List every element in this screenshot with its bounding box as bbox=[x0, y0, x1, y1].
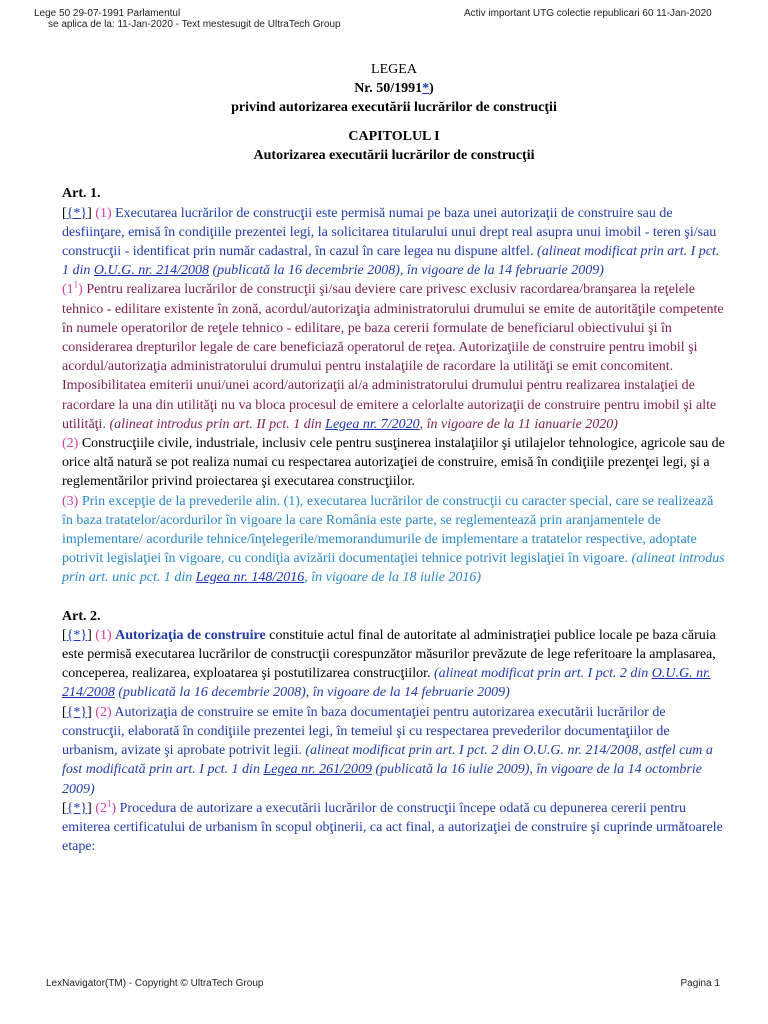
article-1 bbox=[62, 184, 726, 587]
header-collection: Activ important UTG colectie republicari 60 11-Jan-2020 bbox=[464, 8, 712, 19]
art1-paragraph-2: (2) Construcţiile civile, industriale, inclusiv cele pentru susţinerea instalaţiilor şi utilajelor tehnologice, agricole sau de orice altă natură se pot realiza numai cu respectarea autorizaţiei de construire, emisă în condiţiile prezenţei legi, şi a reglementărilor privind proiectarea şi executarea construcţiilor. bbox=[62, 436, 725, 490]
art2-paragraph-2-1: [{*}] $(2^1)$ Procedura de autorizare a executării lucrărilor de construcţii începe odată cu depunerea cererii pentru emiterea certificatului de urbanism în scopul obţinerii, ca act final, a autorizaţiei de construire şi cuprinde următoarele etape: bbox=[62, 798, 723, 855]
header-applicability: se aplica de la: 11-Jan-2020 - Text mestesugit de UltraTech Group bbox=[48, 19, 341, 30]
art2-p21-history-link[interactable]: {*} bbox=[66, 800, 88, 816]
law-number: Nr. 50/1991*) bbox=[354, 81, 434, 96]
law-subject: privind autorizarea executării lucrărilor de construcţii bbox=[231, 100, 557, 115]
footer-copyright: LexNavigator(TM) - Copyright © UltraTech Group bbox=[46, 978, 264, 989]
law-number-footnote-link[interactable]: * bbox=[422, 81, 430, 96]
header-law-ref: Lege 50 29-07-1991 Parlamentul bbox=[34, 8, 181, 19]
page-header-left bbox=[34, 8, 341, 30]
chapter-heading bbox=[62, 127, 726, 165]
article-2 bbox=[62, 607, 726, 857]
art1-p1-history-link[interactable]: {*} bbox=[66, 205, 88, 221]
art2-p1-amendment-link[interactable]: O.U.G. nr. 214/2008 bbox=[62, 666, 711, 701]
footer-page-number: Pagina 1 bbox=[680, 978, 720, 989]
article-1-title: Art. 1. bbox=[62, 186, 101, 202]
art1-p11-amendment-link[interactable]: Legea nr. 7/2020 bbox=[325, 416, 420, 432]
art2-p1-history-link[interactable]: {*} bbox=[66, 627, 88, 643]
art2-paragraph-1: [{*}] (1) Autorizaţia de construire constituie actul final de autoritate al administraţiei publice locale pe baza căruia este permisă executarea lucrărilor de construcţii corespunzător măsurilor prevăzute de lege referitoare la amplasarea, conceperea, realizarea, exploatarea şi postutilizarea construcţiilor. (alineat modificat prin art. I pct. 2 din O.U.G. nr. 214/2008 (publicată la 16 decembrie 2008), în vigoare de la 14 februarie 2009) bbox=[62, 627, 716, 701]
art1-p1-amendment-link[interactable]: O.U.G. nr. 214/2008 bbox=[93, 263, 210, 279]
chapter-number: CAPITOLUL I bbox=[348, 129, 440, 144]
chapter-title: Autorizarea executării lucrărilor de construcţii bbox=[253, 148, 535, 164]
art2-paragraph-2: [{*}] (2) Autorizaţia de construire se emite în baza documentaţiei pentru autorizarea executării lucrărilor de construcţii, elaborată în condiţiile prezentei legi, în temeiul şi cu respectarea prevederilor documentaţiilor de urbanism, avizate şi aprobate potrivit legii. (alineat modificat prin art. I pct. 2 din O.U.G. nr. 214/2008, astfel cum a fost modificată prin art. I pct. 1 din Legea nr. 261/2009 (publicată la 16 iulie 2009), în vigoare de la 14 octombrie 2009) bbox=[62, 704, 713, 797]
art1-paragraph-1: [{*}] (1) Executarea lucrărilor de construcţii este permisă numai pe baza unei autorizaţii de construire sau de desfiinţare, emisă în condiţiile prezentei legi, la solicitarea titularului unui drept real asupra unui imobil - teren şi/sau construcţii - identificat prin număr cadastral, în cazul în care legea nu dispune altfel. (alineat modificat prin art. I pct. 1 din O.U.G. nr. 214/2008 (publicată la 16 decembrie 2008), în vigoare de la 14 februarie 2009) bbox=[62, 205, 720, 279]
law-label: LEGEA bbox=[371, 62, 417, 77]
art1-paragraph-1-1: $(1^1)$ Pentru realizarea lucrărilor de construcţii şi/sau deviere care privesc exclusiv racordarea/branşarea la reţelele tehnico - edilitare existente în zonă, acordul/autorizaţia administratorului drumului se emite de autorităţile competente în numele operatorilor de reţele tehnico - edilitare, pe baza cererii formulate de beneficiarul obiectivului şi în considerarea drepturilor legale de care beneficiază operatorul de reţea. Autorizaţiile de construire pentru imobil şi acordul/autorizaţia administratorului drumului pentru instalaţiile de racordare la utilităţi se emit concomitent. Imposibilitatea emiterii unui/unei acord/autorizaţii al/a administratorului drumului pentru realizarea instalaţiei de racordare la una din utilităţi nu va bloca procesul de emitere a celorlalte autorizaţii de construire pentru imobil şi alte utilităţi. (alineat introdus prin art. II pct. 1 din Legea nr. 7/2020, în vigoare de la 11 ianuarie 2020) bbox=[62, 279, 724, 432]
art1-paragraph-3: (3) Prin excepţie de la prevederile alin. (1), executarea lucrărilor de construcţii cu caracter special, care se realizează în baza tratatelor/acordurilor în vigoare la care România este parte, se reglementează prin aranjamentele de implementare/ acordurile tehnice/înţelegerile/memorandumurile de implementare a tratatelor respective, adoptate potrivit legislaţiei în vigoare, cu condiţia avizării documentaţiei tehnice potrivit legislaţiei în vigoare. (alineat introdus prin art. unic pct. 1 din Legea nr. 148/2016, în vigoare de la 18 iulie 2016) bbox=[62, 493, 725, 586]
article-2-title: Art. 2. bbox=[62, 608, 101, 624]
document-body bbox=[62, 60, 726, 856]
art2-p2-history-link[interactable]: {*} bbox=[66, 704, 88, 720]
art2-p2-amendment-link[interactable]: Legea nr. 261/2009 bbox=[263, 762, 372, 778]
art1-p3-amendment-link[interactable]: Legea nr. 148/2016 bbox=[195, 570, 305, 586]
law-heading bbox=[62, 60, 726, 117]
